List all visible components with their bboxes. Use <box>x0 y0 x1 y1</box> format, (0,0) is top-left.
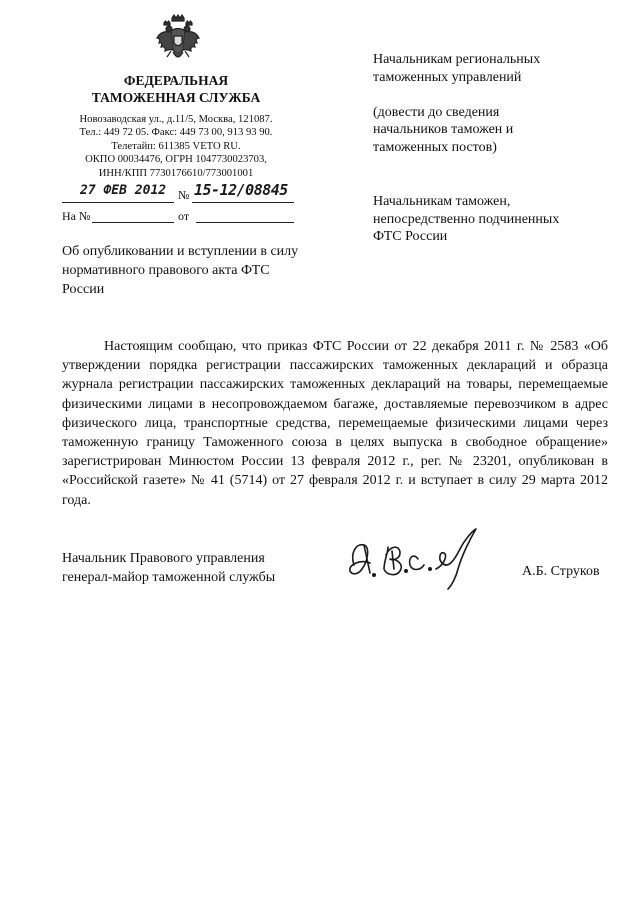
addressee-line: ФТС России <box>373 229 448 244</box>
registration-number-field <box>192 181 294 203</box>
org-teletype: Телетайп: 611385 VETO RU. <box>111 140 241 152</box>
addressees <box>373 51 623 263</box>
addressee-line: Начальникам региональных <box>373 52 541 67</box>
addressee-block-1 <box>373 51 623 86</box>
organization-contacts <box>62 113 290 180</box>
signatory-position-line-2: генерал-майор таможенной службы <box>62 570 276 585</box>
reply-to-number-field <box>92 206 174 223</box>
letter-body <box>62 337 608 510</box>
body-paragraph: Настоящим сообщаю, что приказ ФТС России от 22 декабря 2011 г. № 2583 «Об утверждении порядка регистрации пассажирских таможенных деклараций и образца журнала регистрации пассажирских таможенных деклараций на товары, перемещаемые физическими лицами в несопровождаемом багаже, доставляемые перевозчиком в адрес физического лица, транспортные средства, перемещаемые физическими лицами через таможенную границу Таможенного союза в целях выпуска в свободное обращение» зарегистрирован Минюстом России 13 февраля 2012 г., рег. № 23201, опубликован в «Российской газете» № 41 (5714) от 27 февраля 2012 г. и вступает в силу 29 марта 2012 года. <box>62 339 608 508</box>
org-address: Новозаводская ул., д.11/5, Москва, 121087. <box>79 114 273 125</box>
org-okpo-ogrn: ОКПО 00034476, ОГРН 1047730023703, <box>85 154 267 166</box>
organization-name <box>62 72 290 106</box>
registration-date-field <box>62 183 174 203</box>
signatory-position-line-1: Начальник Правового управления <box>62 551 265 566</box>
reply-from-date-field <box>196 206 294 223</box>
handwritten-signature <box>340 525 510 595</box>
reply-to-row <box>62 208 294 226</box>
registration-number-label: № <box>178 188 190 202</box>
addressee-line: начальников таможен и <box>373 122 514 137</box>
addressee-block-3 <box>373 193 623 246</box>
addressee-line: таможенных постов) <box>373 139 497 155</box>
letter-subject: Об опубликовании и вступлении в силу нормативного правового акта ФТС России <box>62 244 299 297</box>
addressee-block-2 <box>373 104 623 157</box>
registration-date: 27 ФЕВ 2012 <box>80 183 167 198</box>
reply-to-label: На № <box>62 209 91 223</box>
org-name-line-1: ФЕДЕРАЛЬНАЯ <box>123 73 229 88</box>
reply-from-label: от <box>178 209 190 223</box>
signatory-position <box>62 549 275 587</box>
addressee-line: Начальникам таможен, <box>373 194 511 209</box>
org-name-line-2: ТАМОЖЕННАЯ СЛУЖБА <box>91 90 261 105</box>
coat-of-arms-emblem <box>155 14 201 68</box>
registration-number: 15-12/08845 <box>194 181 288 199</box>
registration-row <box>62 181 294 206</box>
org-phones: Тел.: 449 72 05. Факс: 449 73 00, 913 93 90. <box>79 127 273 139</box>
addressee-line: непосредственно подчиненных <box>373 211 560 227</box>
addressee-line: (довести до сведения <box>373 104 500 120</box>
addressee-line: таможенных управлений <box>373 69 522 85</box>
signatory-name: А.Б. Струков <box>522 564 600 579</box>
org-inn-kpp: ИНН/КПП 7730176610/773001001 <box>98 167 254 179</box>
